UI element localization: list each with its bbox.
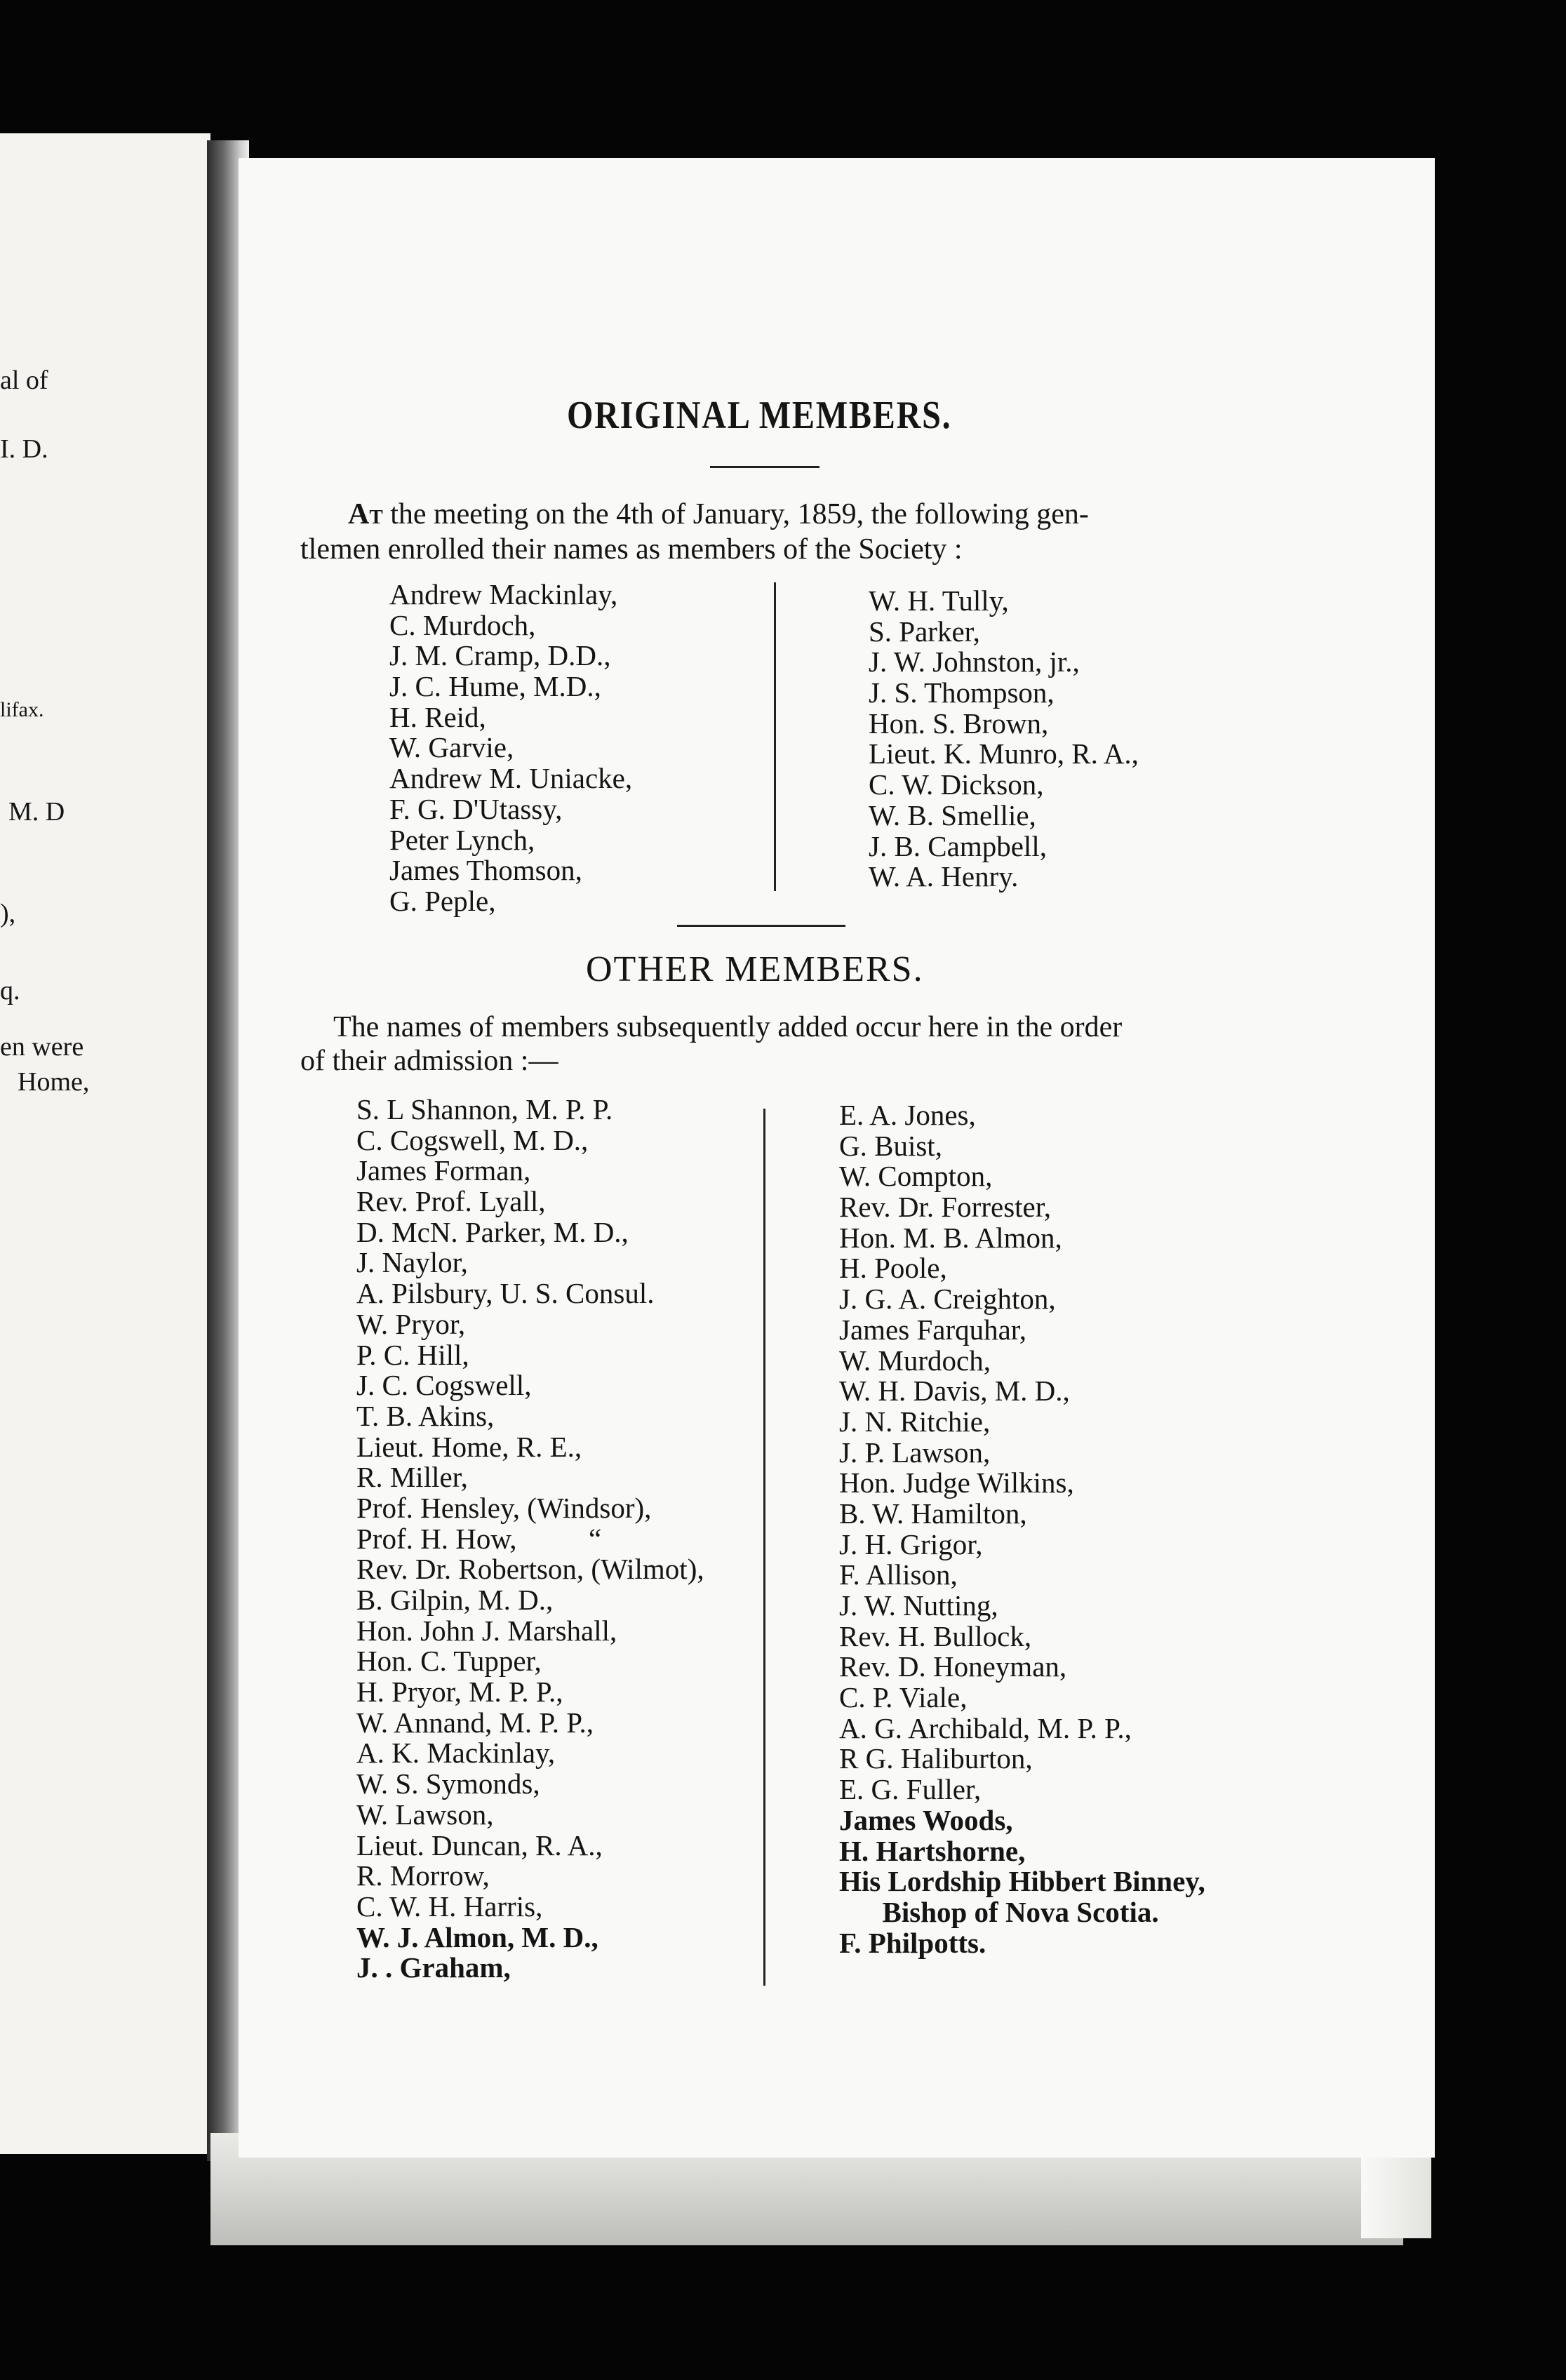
member-name: A. Pilsbury, U. S. Consul.	[356, 1277, 655, 1310]
member-name: H. Hartshorne,	[839, 1834, 1026, 1867]
member-name: Rev. Dr. Forrester,	[839, 1191, 1051, 1224]
member-name: James Farquhar,	[839, 1313, 1027, 1346]
member-name: F. Allison,	[839, 1558, 958, 1591]
original-members-heading: ORIGINAL MEMBERS.	[567, 394, 952, 437]
column-divider	[763, 1109, 765, 1986]
intro-drop-word: At	[348, 498, 383, 530]
member-name: W. Pryor,	[356, 1307, 466, 1340]
member-name: S. Parker,	[869, 615, 980, 648]
other-intro-line-1: The names of members subsequently added occur here in the order	[333, 1011, 1123, 1043]
column-divider	[774, 582, 776, 891]
member-name: W. S. Symonds,	[356, 1767, 540, 1800]
original-members-right-column	[869, 586, 1139, 893]
facing-page-text: en were	[0, 1032, 84, 1062]
member-name: R. Morrow,	[356, 1859, 490, 1892]
facing-page-text: I. D.	[0, 434, 48, 464]
member-name: W. B. Smellie,	[869, 798, 1036, 831]
member-name: Hon. John J. Marshall,	[356, 1614, 617, 1647]
member-name: Rev. D. Honeyman,	[839, 1650, 1067, 1683]
member-name: James Woods,	[839, 1803, 1013, 1836]
member-name: W. A. Henry.	[869, 860, 1019, 893]
member-name: Bishop of Nova Scotia.	[839, 1895, 1159, 1928]
facing-page-text: q.	[0, 976, 20, 1005]
member-name: J. S. Thompson,	[869, 676, 1055, 709]
member-name: B. Gilpin, M. D.,	[356, 1584, 554, 1616]
section-rule	[677, 925, 845, 927]
member-name: J. . Graham,	[356, 1951, 511, 1984]
other-members-heading: OTHER MEMBERS.	[586, 949, 924, 989]
member-name: J. C. Hume, M.D.,	[389, 670, 601, 703]
member-name: W. Murdoch,	[839, 1344, 991, 1377]
member-name: Prof. Hensley, (Windsor),	[356, 1491, 652, 1524]
member-name: Prof. H. How, “	[356, 1522, 602, 1555]
heading-rule	[710, 466, 819, 468]
member-name: C. Cogswell, M. D.,	[356, 1123, 589, 1156]
member-name: James Thomson,	[389, 854, 582, 887]
member-name: Andrew M. Uniacke,	[389, 762, 633, 795]
member-name: C. W. H. Harris,	[356, 1890, 543, 1923]
facing-page-text: Home,	[18, 1067, 90, 1097]
member-name: B. W. Hamilton,	[839, 1497, 1027, 1530]
member-name: H. Pryor, M. P. P.,	[356, 1676, 563, 1709]
member-name: Hon. S. Brown,	[869, 707, 1049, 740]
member-name: Rev. H. Bullock,	[839, 1619, 1032, 1652]
member-name: W. Lawson,	[356, 1798, 494, 1831]
member-name: J. H. Grigor,	[839, 1527, 983, 1560]
member-name: R. Miller,	[356, 1461, 468, 1494]
facing-page-text: lifax.	[0, 698, 44, 721]
member-name: Hon. M. B. Almon,	[839, 1221, 1062, 1254]
facing-page	[0, 133, 210, 2154]
member-name: E. A. Jones,	[839, 1099, 976, 1131]
member-name: W. Compton,	[839, 1160, 993, 1193]
member-name: W. Annand, M. P. P.,	[356, 1706, 594, 1739]
original-intro-line-1	[348, 497, 1089, 532]
member-name: A. K. Mackinlay,	[356, 1737, 556, 1770]
member-name: A. G. Archibald, M. P. P.,	[839, 1711, 1132, 1744]
member-name: J. Naylor,	[356, 1246, 468, 1279]
other-intro-line-2: of their admission :—	[300, 1045, 558, 1077]
member-name: J. C. Cogswell,	[356, 1369, 532, 1402]
member-name: T. B. Akins,	[356, 1399, 495, 1432]
intro-line-1-text: the meeting on the 4th of January, 1859, the following gen-	[382, 498, 1089, 530]
original-intro-line-2: tlemen enrolled their names as members of the Society :	[300, 533, 963, 566]
member-name: James Forman,	[356, 1154, 531, 1187]
member-name: J. G. A. Creighton,	[839, 1283, 1056, 1316]
member-name: J. W. Johnston, jr.,	[869, 646, 1080, 678]
member-name: Rev. Prof. Lyall,	[356, 1185, 546, 1218]
facing-page-text: M. D	[8, 797, 65, 827]
member-name: W. Garvie,	[389, 731, 514, 764]
member-name: Rev. Dr. Robertson, (Wilmot),	[356, 1553, 704, 1586]
member-name: S. L Shannon, M. P. P.	[356, 1093, 613, 1125]
member-name: C. W. Dickson,	[869, 768, 1044, 801]
member-name: Lieut. Home, R. E.,	[356, 1430, 582, 1463]
original-members-left-column	[389, 580, 632, 917]
member-name: F. Philpotts.	[839, 1926, 986, 1959]
member-name: Andrew Mackinlay,	[389, 578, 618, 610]
member-name: Lieut. K. Munro, R. A.,	[869, 737, 1139, 770]
member-name: J. B. Campbell,	[869, 829, 1047, 862]
member-name: J. P. Lawson,	[839, 1436, 991, 1469]
member-name: D. McN. Parker, M. D.,	[356, 1215, 629, 1248]
member-name: J. W. Nutting,	[839, 1589, 998, 1622]
member-name: His Lordship Hibbert Binney,	[839, 1865, 1205, 1898]
member-name: G. Peple,	[389, 884, 496, 917]
member-name: C. Murdoch,	[389, 608, 536, 641]
facing-page-text: al of	[0, 366, 48, 395]
member-name: J. M. Cramp, D.D.,	[389, 639, 611, 672]
member-name: H. Reid,	[389, 700, 486, 733]
member-name: J. N. Ritchie,	[839, 1405, 991, 1438]
member-name: F. G. D'Utassy,	[389, 792, 563, 825]
member-name: E. G. Fuller,	[839, 1773, 982, 1806]
facing-page-text: ),	[0, 899, 16, 928]
member-name: W. H. Tully,	[869, 584, 1009, 617]
member-name: R G. Haliburton,	[839, 1742, 1033, 1775]
member-name: Hon. Judge Wilkins,	[839, 1466, 1074, 1499]
member-name: P. C. Hill,	[356, 1338, 469, 1371]
member-name: C. P. Viale,	[839, 1681, 968, 1714]
other-members-right-column	[839, 1100, 1205, 1958]
member-name: G. Buist,	[839, 1129, 942, 1162]
member-name: H. Poole,	[839, 1252, 947, 1285]
other-members-left-column	[356, 1095, 704, 1984]
member-name: W. J. Almon, M. D.,	[356, 1920, 598, 1953]
member-name: W. H. Davis, M. D.,	[839, 1375, 1070, 1408]
member-name: Lieut. Duncan, R. A.,	[356, 1829, 603, 1861]
member-name: Hon. C. Tupper,	[356, 1645, 542, 1678]
member-name: Peter Lynch,	[389, 823, 535, 856]
